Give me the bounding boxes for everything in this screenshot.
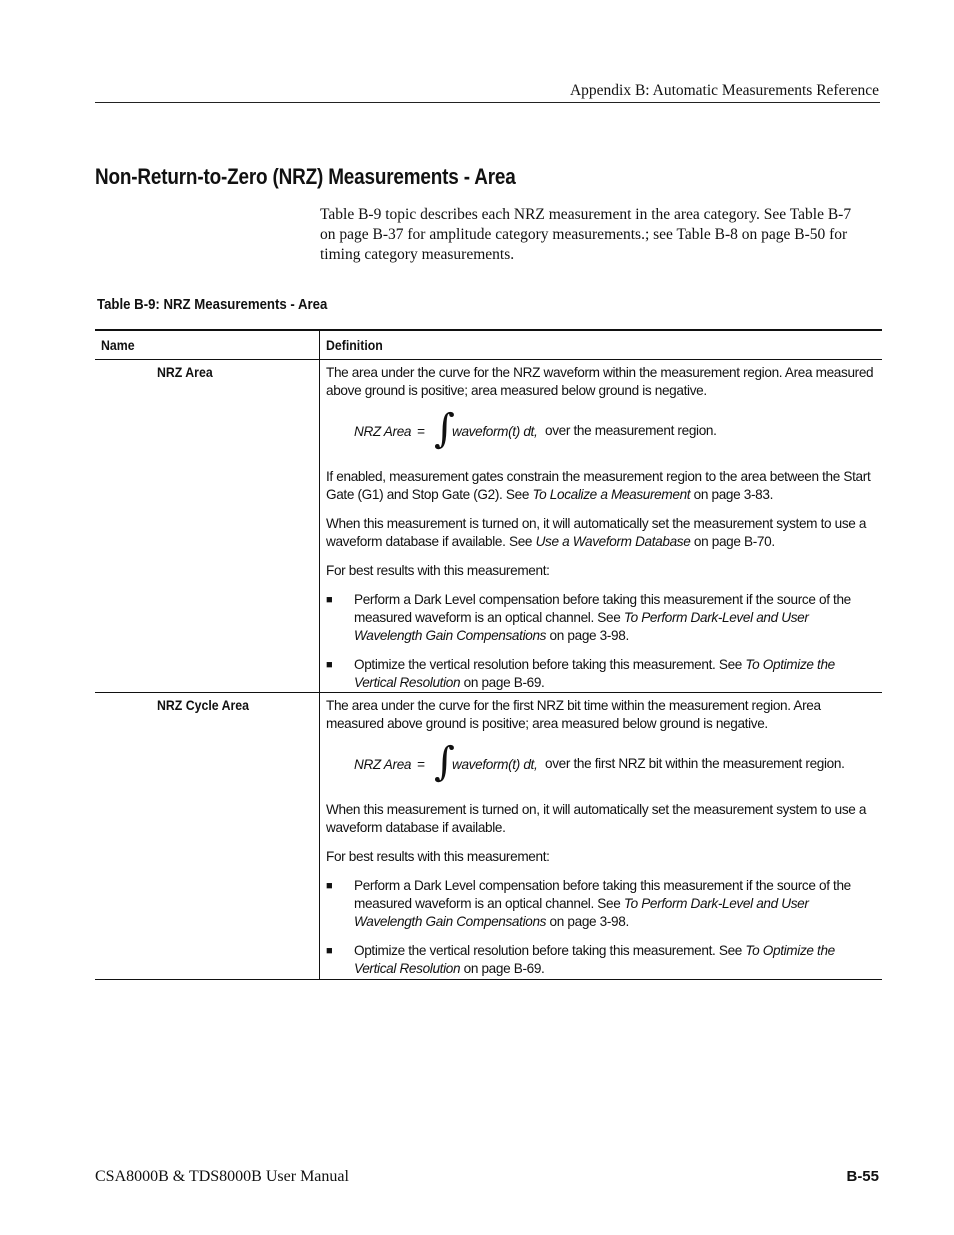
header-rule <box>95 102 880 103</box>
square-bullet-icon: ■ <box>326 880 333 892</box>
cross-reference: To Perform Dark-Level and User Wavelength Gain Compensations <box>354 896 809 929</box>
row-definition-cell <box>320 360 882 692</box>
list-item: ■ Optimize the vertical resolution before taking this measurement. See To Optimize the Vertical Resolution on page B-69. <box>326 657 835 690</box>
definition-text: The area under the curve for the NRZ waveform within the measurement region. Area measured above ground is positive; area measured below ground is negative. <box>326 365 874 398</box>
measurements-table <box>95 329 882 980</box>
definition-text: The area under the curve for the first NRZ bit time within the measurement region. Area measured above ground is positive; area measured below ground is negative. <box>326 698 821 731</box>
area-formula <box>326 406 878 457</box>
square-bullet-icon: ■ <box>326 594 333 606</box>
best-results-text: For best results with this measurement: <box>326 849 550 864</box>
header-name: Name <box>95 331 320 359</box>
formula-integrand: waveform(t) dt, <box>452 757 538 772</box>
cross-reference: To Optimize the Vertical Resolution <box>354 943 835 976</box>
table-row <box>95 693 882 980</box>
table-row <box>95 360 882 693</box>
intro-paragraph <box>320 205 865 265</box>
row-name-cell <box>95 693 320 979</box>
row-name-cell <box>95 360 320 692</box>
table-caption: Table B-9: NRZ Measurements - Area <box>97 296 328 313</box>
formula-lhs: NRZ Area = <box>354 757 425 772</box>
formula-integrand: waveform(t) dt, <box>452 424 538 439</box>
list-item: ■ Perform a Dark Level compensation before taking this measurement if the source of the measured waveform is an optical channel. See To Perform Dark-Level and User Wavelength Gain Compensations on page 3-98. <box>326 592 851 643</box>
database-text: When this measurement is turned on, it will automatically set the measurement system to use a waveform database if available. <box>326 802 867 835</box>
row-name: NRZ Area <box>157 364 213 380</box>
cross-reference: Use a Waveform Database <box>535 534 691 549</box>
section-title: Non-Return-to-Zero (NRZ) Measurements - Area <box>95 164 516 189</box>
row-definition-cell <box>320 693 882 979</box>
best-results-text: For best results with this measurement: <box>326 563 550 578</box>
formula-description: over the measurement region. <box>545 423 717 438</box>
integral-sign-icon: ∫ <box>434 739 455 785</box>
database-text: When this measurement is turned on, it will automatically set the measurement system to use a waveform database if available. See Use a Waveform Database on page B-70. <box>326 516 867 549</box>
list-item: ■ Perform a Dark Level compensation before taking this measurement if the source of the measured waveform is an optical channel. See To Perform Dark-Level and User Wavelength Gain Compensations on page 3-98. <box>326 878 851 929</box>
running-head: Appendix B: Automatic Measurements Reference <box>569 82 879 99</box>
cross-reference: To Optimize the Vertical Resolution <box>354 657 835 690</box>
gates-text: If enabled, measurement gates constrain the measurement region to the area between the Start Gate (G1) and Stop Gate (G2). See To Localize a Measurement on page 3-83. <box>326 469 871 502</box>
page-number: B-55 <box>846 1168 879 1185</box>
cross-reference: To Perform Dark-Level and User Wavelength Gain Compensations <box>354 610 809 643</box>
square-bullet-icon: ■ <box>326 945 333 957</box>
area-formula <box>326 739 878 790</box>
formula-description: over the first NRZ bit within the measurement region. <box>545 756 845 771</box>
intro-text: Table B-9 topic describes each NRZ measurement in the area category. See Table B-7 on page B-37 for amplitude category measurements.; see Table B-8 on page B-50 for timing category measurements. <box>320 206 852 263</box>
table-header-row <box>95 329 882 360</box>
header-definition: Definition <box>326 337 383 353</box>
list-item: ■ Optimize the vertical resolution before taking this measurement. See To Optimize the Vertical Resolution on page B-69. <box>326 943 835 976</box>
row-name: NRZ Cycle Area <box>157 697 249 713</box>
square-bullet-icon: ■ <box>326 659 333 671</box>
formula-lhs: NRZ Area = <box>354 424 425 439</box>
integral-sign-icon: ∫ <box>434 406 455 452</box>
footer-manual-title: CSA8000B & TDS8000B User Manual <box>95 1168 349 1185</box>
cross-reference: To Localize a Measurement <box>532 487 691 502</box>
